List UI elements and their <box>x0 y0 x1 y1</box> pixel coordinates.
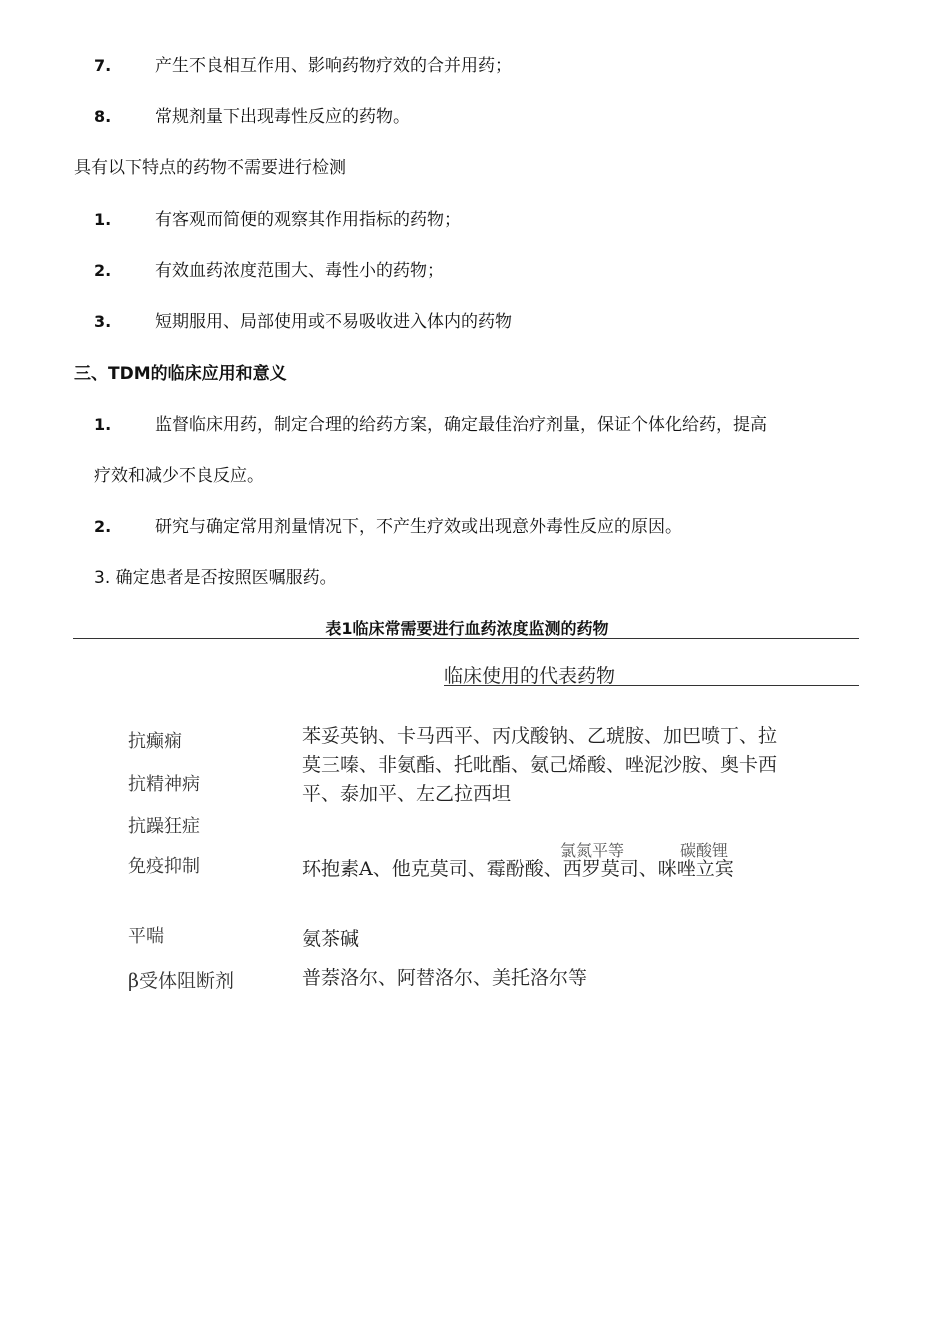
list-text: 有客观而简便的观察其作用指标的药物； <box>155 210 461 230</box>
table-row-label: 抗精神病 <box>128 774 200 795</box>
table-row-drugs: 普萘洛尔、阿替洛尔、美托洛尔等 <box>302 967 588 989</box>
table-row-drugs: 氨茶碱 <box>302 928 360 950</box>
list-number: 2. <box>94 517 112 536</box>
table-row-label: 抗癫痫 <box>128 731 182 752</box>
table-row-drugs: 苯妥英钠、卡马西平、丙戊酸钠、乙琥胺、加巴喷丁、拉莫三嗪、非氨酯、托吡酯、氨己烯酸、唑泥沙胺、奥卡西平、泰加平、左乙拉西坦 <box>302 725 778 805</box>
list-number: 1. <box>94 415 112 434</box>
list-number: 7. <box>94 56 112 75</box>
list-number: 1. <box>94 210 112 229</box>
table-caption: 表1临床常需要进行血药浓度监测的药物 <box>325 619 609 638</box>
section-item-3: 3. 确定患者是否按照医嘱服药。 <box>94 568 337 588</box>
list-number: 2. <box>94 261 112 280</box>
table-row-label: 免疫抑制 <box>128 856 200 877</box>
list-text: 研究与确定常用剂量情况下，不产生疗效或出现意外毒性反应的原因。 <box>155 517 682 537</box>
table-row-drugs: 环抱素A、他克莫司、霉酚酸、西罗莫司、咪唑立宾 <box>302 858 734 880</box>
table-column-header: 临床使用的代表药物 <box>444 665 616 687</box>
subheading: 具有以下特点的药物不需要进行检测 <box>74 158 346 178</box>
list-text: 常规剂量下出现毒性反应的药物。 <box>155 107 410 127</box>
table-top-rule <box>73 638 859 639</box>
list-text: 有效血药浓度范围大、毒性小的药物； <box>155 261 444 281</box>
table-header-rule <box>444 685 859 686</box>
table-row-drugs: 碳酸锂 <box>680 841 729 860</box>
table-row-label: β受体阻断剂 <box>128 970 234 992</box>
list-number: 8. <box>94 107 112 126</box>
list-text: 监督临床用药，制定合理的给药方案，确定最佳治疗剂量，保证个体化给药，提高 <box>155 415 767 435</box>
list-text-continued: 疗效和减少不良反应。 <box>94 466 264 486</box>
list-number: 3. <box>94 312 112 331</box>
table-row-drugs: 氯氮平等 <box>560 841 625 860</box>
section-title: 三、TDM的临床应用和意义 <box>74 364 287 384</box>
list-text: 短期服用、局部使用或不易吸收进入体内的药物 <box>155 312 512 332</box>
table-row-label: 抗躁狂症 <box>128 816 200 837</box>
list-text: 产生不良相互作用、影响药物疗效的合并用药； <box>155 56 512 76</box>
table-row-label: 平喘 <box>128 926 164 947</box>
